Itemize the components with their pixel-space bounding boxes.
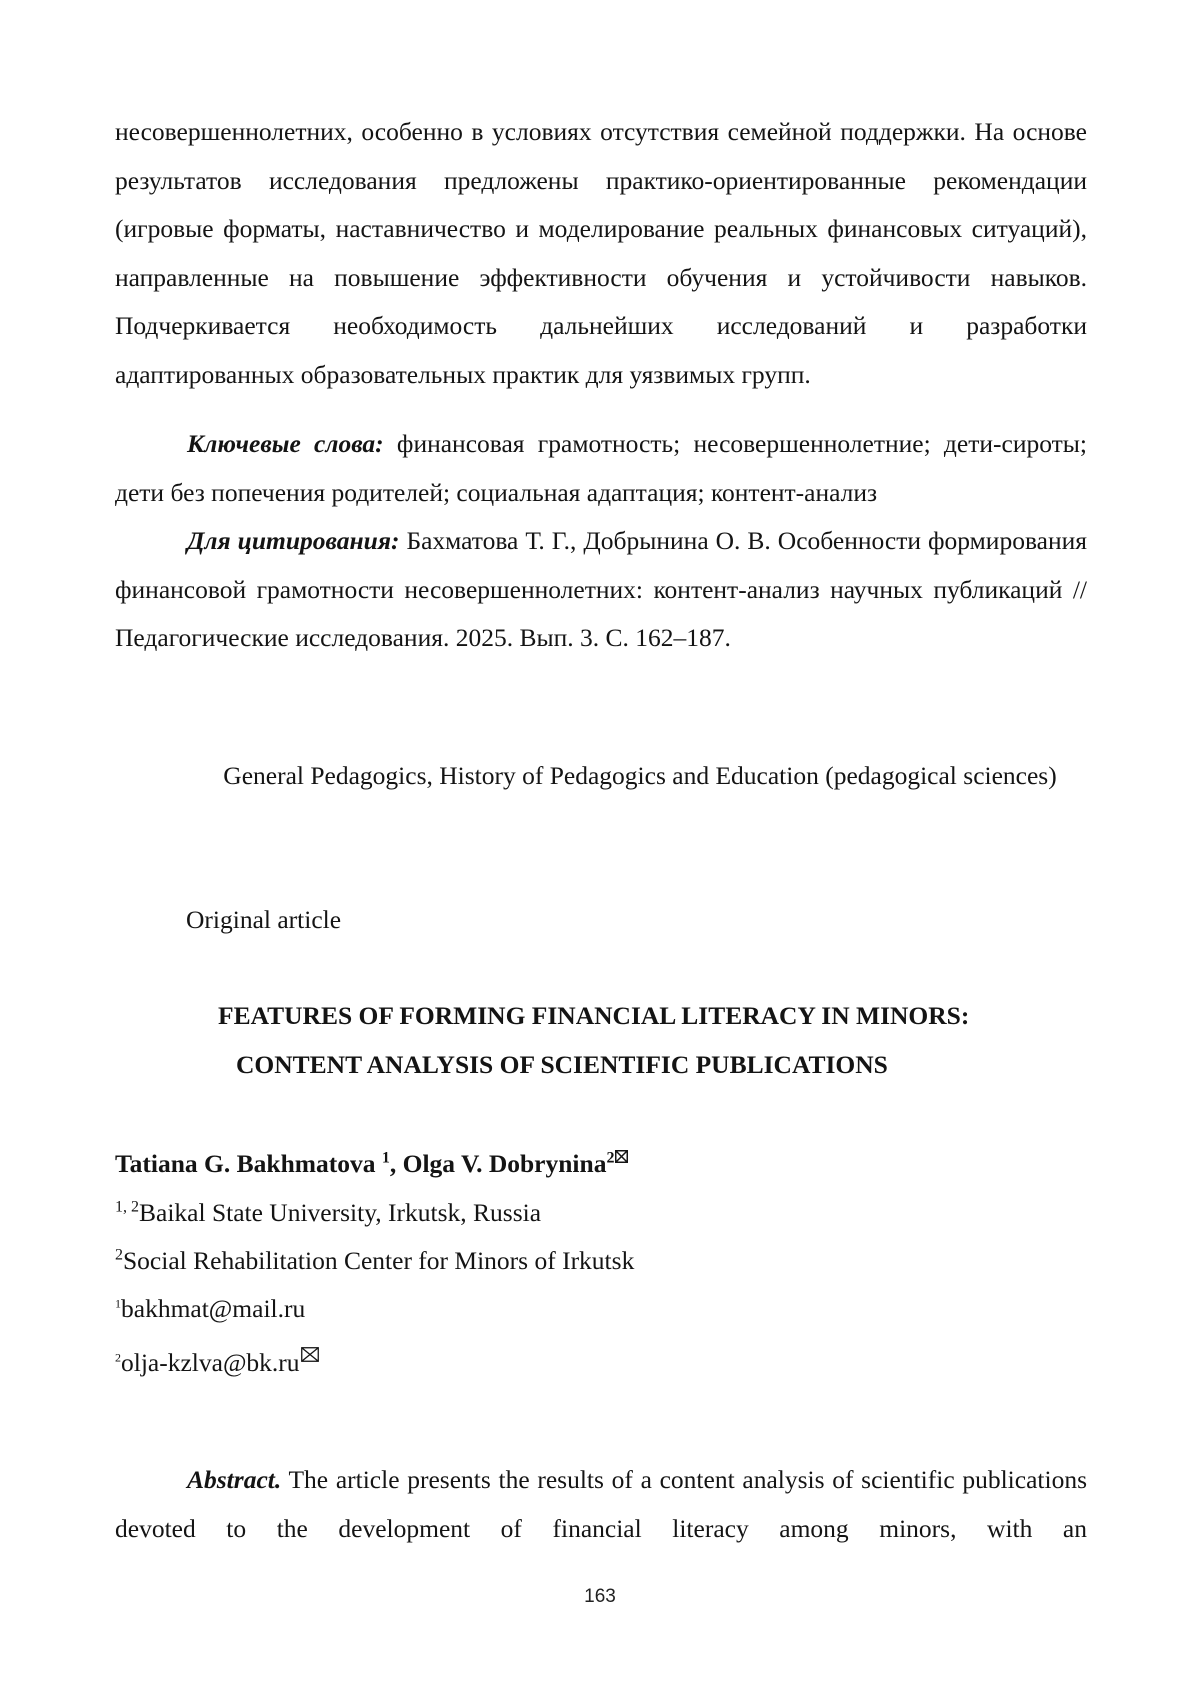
citation-text: Бахматова Т. Г., Добрынина О. В. Особенности формирования финансовой грамотности несовершеннолетних: контент-анализ научных публикаций // Педагогические исследования. 2025. Вып. 3. С. 162–187. bbox=[115, 526, 1087, 652]
author-2-affiliation-mark: 2 bbox=[606, 1149, 615, 1167]
abstract-label: Abstract. bbox=[187, 1465, 282, 1494]
email-2-link[interactable]: olja-kzlva@bk.ru bbox=[121, 1348, 300, 1377]
affiliation-1-text: Baikal State University, Irkutsk, Russia bbox=[139, 1198, 542, 1227]
article-title-line-2: CONTENT ANALYSIS OF SCIENTIFIC PUBLICATIONS bbox=[236, 1049, 888, 1079]
section-heading: General Pedagogics, History of Pedagogics and Education (pedagogical sciences) bbox=[223, 761, 1057, 790]
author-2-name: Olga V. Dobrynina bbox=[402, 1149, 607, 1178]
citation-ru bbox=[115, 517, 1087, 663]
author-1-name: Tatiana G. Bakhmatova bbox=[115, 1149, 382, 1178]
article-title-line-1: FEATURES OF FORMING FINANCIAL LITERACY IN MINORS: bbox=[218, 1001, 970, 1030]
russian-abstract-ending bbox=[115, 108, 1087, 399]
keywords-label: Ключевые слова: bbox=[187, 429, 384, 458]
affiliation-2 bbox=[115, 1237, 1087, 1285]
affiliation-1 bbox=[115, 1189, 1087, 1237]
keywords-ru bbox=[115, 420, 1087, 517]
article-title bbox=[218, 992, 1118, 1089]
envelope-icon bbox=[301, 1347, 319, 1362]
email-1-mark: 1 bbox=[115, 1296, 121, 1311]
abstract-paragraph-ru: несовершеннолетних, особенно в условиях отсутствия семейной поддержки. На основе результатов исследования предложены практико-ориентированные рекомендации (игровые форматы, наставничество и моделирование реальных финансовых ситуаций), направленные на повышение эффективности обучения и устойчивости навыков. Подчеркивается необходимость дальнейших исследований и разработки адаптированных образовательных практик для уязвимых групп. bbox=[115, 117, 1087, 389]
author-1-affiliation-mark: 1 bbox=[381, 1149, 390, 1167]
article-type: Original article bbox=[186, 905, 342, 934]
abstract-text: The article presents the results of a content analysis of scientific publications devoted to the development of financial literacy among minors, with an bbox=[115, 1465, 1087, 1543]
english-abstract bbox=[115, 1456, 1087, 1553]
author-list: Tatiana G. Bakhmatova $^1$, Olga V. Dobrynina$^2$ bbox=[115, 1140, 1087, 1188]
affiliation-2-text: Social Rehabilitation Center for Minors of Irkutsk bbox=[123, 1246, 635, 1275]
page-number: 163 bbox=[584, 1586, 616, 1607]
affiliation-2-mark: 2 bbox=[115, 1246, 123, 1264]
email-1-link[interactable]: bakhmat@mail.ru bbox=[121, 1294, 306, 1323]
envelope-icon bbox=[615, 1150, 628, 1163]
citation-label: Для цитирования: bbox=[187, 526, 400, 555]
email-2-mark: 2 bbox=[115, 1350, 121, 1365]
affiliation-1-mark: 1, 2 bbox=[115, 1198, 139, 1216]
keywords-text: финансовая грамотность; несовершеннолетние; дети-сироты; дети без попечения родителей; социальная адаптация; контент-анализ bbox=[115, 429, 1087, 507]
email-1 bbox=[115, 1285, 1087, 1333]
email-2 bbox=[115, 1339, 1087, 1387]
